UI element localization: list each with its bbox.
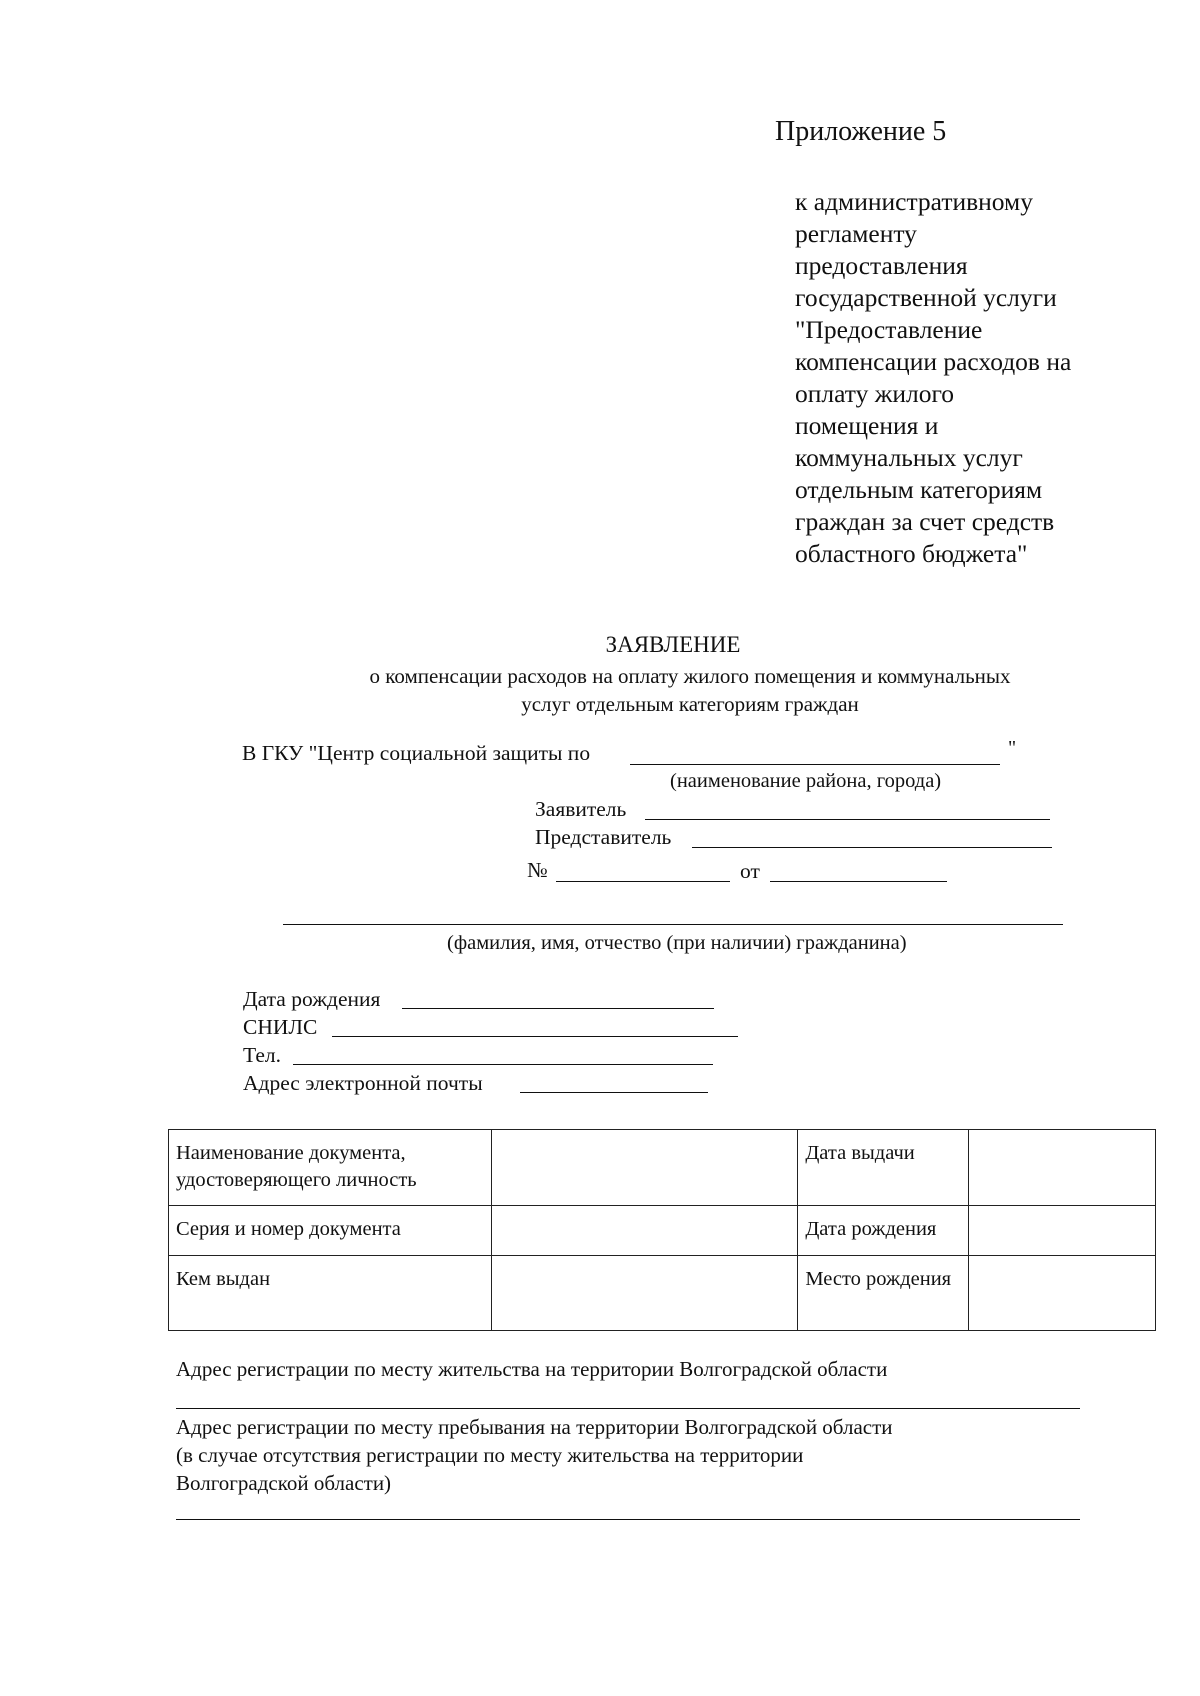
appendix-line: помещения и	[795, 411, 939, 440]
table-birth-date-value[interactable]	[969, 1206, 1156, 1256]
id-doc-name-label: Наименование документа, удостоверяющего личность	[169, 1130, 492, 1206]
appendix-line: оплату жилого	[795, 379, 955, 408]
email-label: Адрес электронной почты	[243, 1071, 483, 1095]
birth-date-label: Дата рождения	[243, 987, 381, 1011]
closing-quote: "	[1008, 737, 1017, 759]
stay-address-line: Адрес регистрации по месту пребывания на территории Волгоградской области	[176, 1415, 893, 1439]
appendix-line: "Предоставление	[795, 315, 983, 344]
district-caption: (наименование района, города)	[670, 770, 942, 792]
appendix-title: Приложение 5	[775, 116, 947, 147]
birth-date-field[interactable]	[402, 1008, 714, 1009]
id-doc-name-value[interactable]	[491, 1130, 798, 1206]
phone-field[interactable]	[293, 1064, 713, 1065]
appendix-line: областного бюджета"	[795, 539, 1028, 568]
id-document-table	[168, 1129, 1156, 1331]
citizen-name-caption: (фамилия, имя, отчество (при наличии) гражданина)	[447, 932, 907, 954]
representative-field[interactable]	[692, 847, 1052, 848]
stay-address-line: (в случае отсутствия регистрации по месту жительства на территории	[176, 1443, 804, 1467]
stay-address-label	[176, 1413, 893, 1497]
table-row	[169, 1256, 1156, 1331]
appendix-line: к административному	[795, 187, 1033, 216]
table-birth-date-label: Дата рождения	[798, 1206, 969, 1256]
appendix-subtitle	[795, 186, 1071, 570]
citizen-name-field[interactable]	[283, 924, 1063, 925]
subtitle-line-2: услуг отдельным категориям граждан	[521, 692, 859, 716]
addressee-label: В ГКУ "Центр социальной защиты по	[242, 741, 591, 765]
issue-date-label: Дата выдачи	[798, 1130, 969, 1206]
issued-by-label: Кем выдан	[169, 1256, 492, 1331]
snils-label: СНИЛС	[243, 1015, 318, 1039]
subtitle-line-1: о компенсации расходов на оплату жилого помещения и коммунальных	[369, 664, 1011, 688]
stay-address-line: Волгоградской области)	[176, 1471, 392, 1495]
number-field[interactable]	[556, 881, 730, 882]
appendix-line: отдельным категориям	[795, 475, 1043, 504]
date-from-label: от	[740, 859, 760, 883]
appendix-line: государственной услуги	[795, 283, 1057, 312]
birth-place-label: Место рождения	[798, 1256, 969, 1331]
issued-by-value[interactable]	[491, 1256, 798, 1331]
appendix-line: регламенту	[795, 219, 917, 248]
district-field[interactable]	[630, 764, 1000, 765]
document-title: ЗАЯВЛЕНИЕ	[605, 632, 741, 657]
phone-label: Тел.	[243, 1043, 281, 1067]
appendix-line: компенсации расходов на	[795, 347, 1072, 376]
applicant-field[interactable]	[645, 819, 1050, 820]
residence-address-field[interactable]	[176, 1408, 1080, 1409]
table-row	[169, 1206, 1156, 1256]
applicant-label: Заявитель	[535, 797, 627, 821]
appendix-line: граждан за счет средств	[795, 507, 1055, 536]
email-field[interactable]	[520, 1092, 708, 1093]
table-row	[169, 1130, 1156, 1206]
birth-place-value[interactable]	[969, 1256, 1156, 1331]
issue-date-value[interactable]	[969, 1130, 1156, 1206]
appendix-line: предоставления	[795, 251, 968, 280]
snils-field[interactable]	[332, 1036, 738, 1037]
series-number-label: Серия и номер документа	[169, 1206, 492, 1256]
number-label: №	[527, 858, 548, 882]
stay-address-field[interactable]	[176, 1519, 1080, 1520]
appendix-line: коммунальных услуг	[795, 443, 1023, 472]
residence-address-label: Адрес регистрации по месту жительства на территории Волгоградской области	[176, 1357, 888, 1381]
series-number-value[interactable]	[491, 1206, 798, 1256]
document-subtitle	[300, 662, 1080, 718]
date-field[interactable]	[770, 881, 947, 882]
representative-label: Представитель	[535, 825, 672, 849]
